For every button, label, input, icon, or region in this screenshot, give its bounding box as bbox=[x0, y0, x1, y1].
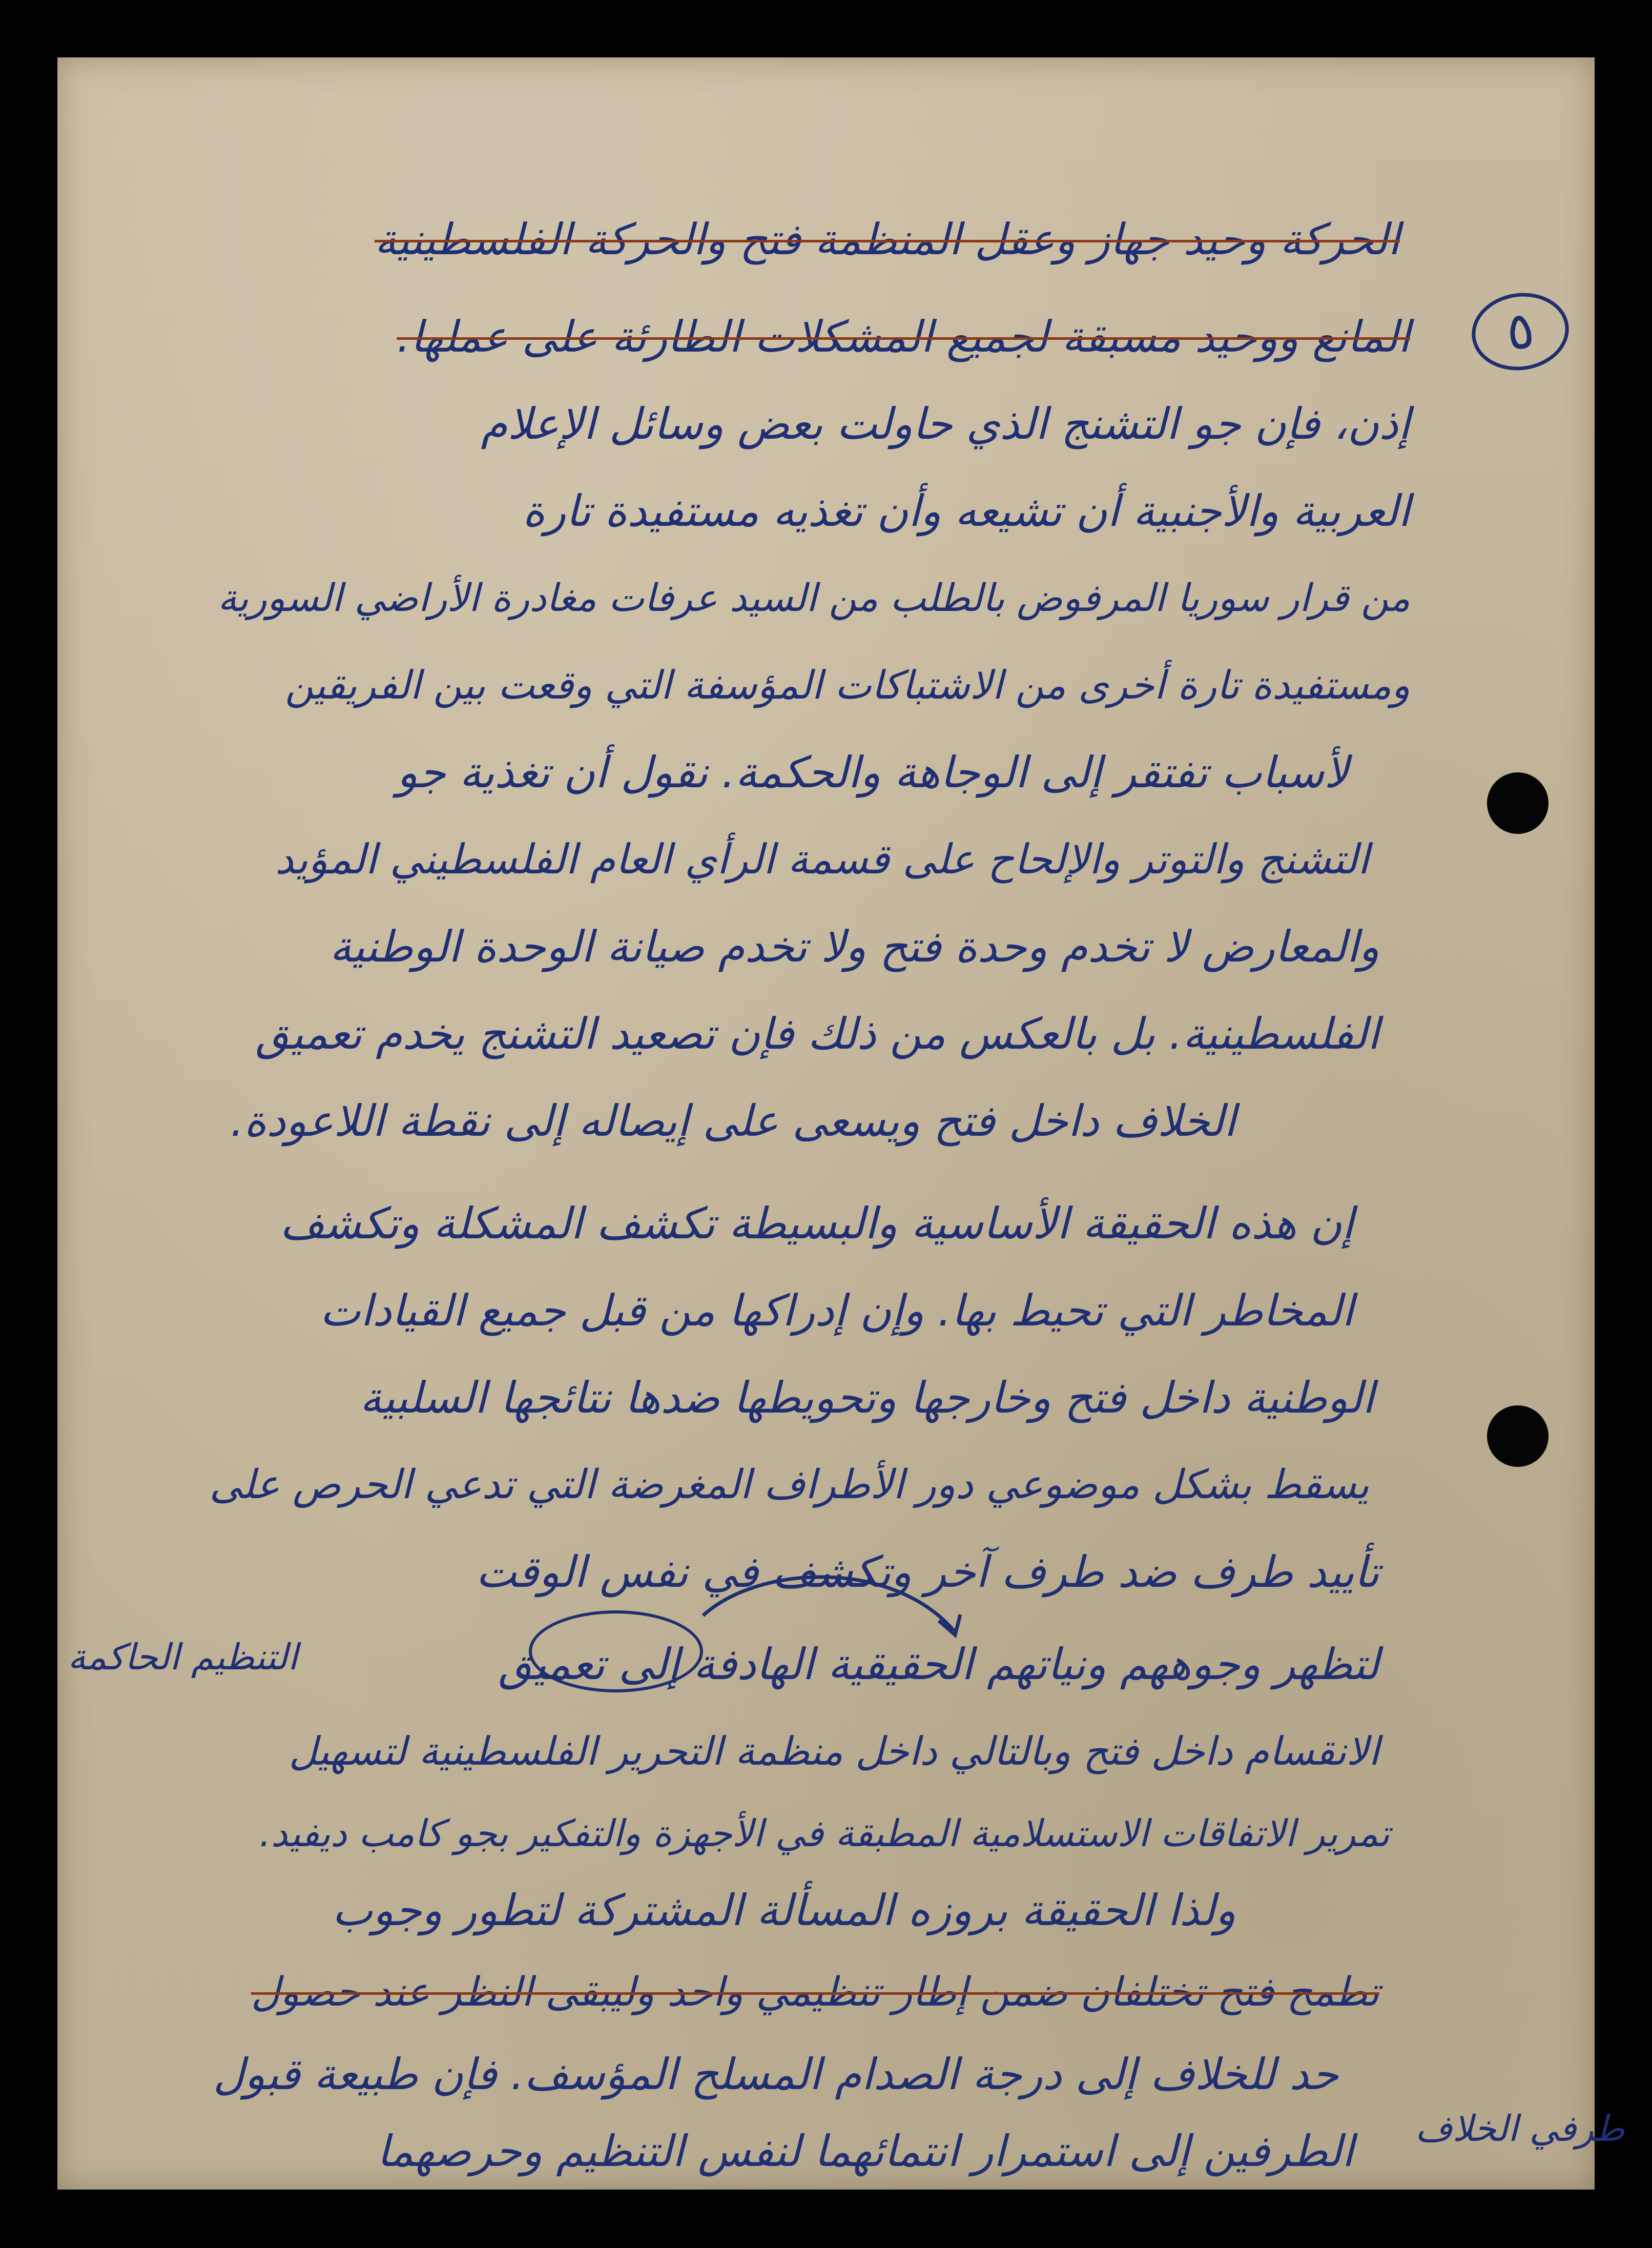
text-line-3: إذن، فإن جو التشنج الذي حاولت بعض وسائل الإعلام bbox=[481, 399, 1410, 449]
page-number-circle bbox=[1467, 287, 1574, 377]
text-line-7: لأسباب تفتقر إلى الوجاهة والحكمة. نقول أن تغذية جو bbox=[397, 747, 1349, 798]
text-line-22: حد للخلاف إلى درجة الصدام المسلح المؤسف. فإن طبيعة قبول bbox=[213, 2049, 1338, 2099]
page-number: ٥ bbox=[1502, 299, 1538, 363]
text-line-8: التشنج والتوتر والإلحاح على قسمة الرأي العام الفلسطيني المؤيد bbox=[275, 835, 1369, 883]
text-line-10: الفلسطينية. بل بالعكس من ذلك فإن تصعيد التشنج يخدم تعميق bbox=[255, 1009, 1379, 1059]
text-line-18: الانقسام داخل فتح وبالتالي داخل منظمة التحرير الفلسطينية لتسهيل bbox=[288, 1728, 1379, 1774]
document-page bbox=[57, 57, 1625, 2190]
text-line-4: العربية والأجنبية أن تشيعه وأن تغذيه مستفيدة تارة bbox=[522, 486, 1410, 536]
text-line-6: ومستفيدة تارة أخرى من الاشتباكات المؤسفة التي وقعت بين الفريقين bbox=[285, 662, 1410, 708]
punch-hole-top bbox=[1487, 772, 1548, 834]
text-line-16: تأييد طرف ضد طرف آخر وتكشف في نفس الوقت bbox=[476, 1547, 1379, 1597]
text-line-14: الوطنية داخل فتح وخارجها وتحويطها ضدها نتائجها السلبية bbox=[360, 1373, 1374, 1423]
punch-hole-bottom bbox=[1487, 1405, 1548, 1467]
text-line-15: يسقط بشكل موضوعي دور الأطراف المغرضة التي تدعي الحرص على bbox=[209, 1462, 1369, 1508]
text-line-11: الخلاف داخل فتح ويسعى على إيصاله إلى نقطة اللاعودة. bbox=[230, 1096, 1236, 1146]
circled-word bbox=[529, 1610, 703, 1692]
margin-note-2: طرفي الخلاف bbox=[1415, 2108, 1625, 2150]
text-line-20: ولذا الحقيقة بروزه المسألة المشتركة لتطور وجوب bbox=[332, 1885, 1236, 1935]
text-line-19: تمرير الاتفاقات الاستسلامية المطبقة في الأجهزة والتفكير بجو كامب ديفيد. bbox=[259, 1812, 1390, 1855]
text-line-13: المخاطر التي تحيط بها. وإن إدراكها من قبل جميع القيادات bbox=[320, 1285, 1354, 1336]
text-line-21: تطمح فتح تختلفان ضمن إطار تنظيمي واحد وليبقى النظر عند حصول bbox=[251, 1969, 1379, 2015]
text-line-5: من قرار سوريا المرفوض بالطلب من السيد عرفات مغادرة الأراضي السورية bbox=[217, 576, 1410, 620]
text-line-1: الحركة وحيد جهاز وعقل المنظمة فتح والحركة الفلسطينية bbox=[374, 214, 1400, 264]
text-line-12: إن هذه الحقيقة الأساسية والبسيطة تكشف المشكلة وتكشف bbox=[280, 1198, 1354, 1249]
text-line-23: الطرفين إلى استمرار انتمائهما لنفس التنظيم وحرصهما bbox=[377, 2126, 1354, 2176]
text-line-17: لتظهر وجوههم ونياتهم الحقيقية الهادفة إلى تعميق bbox=[498, 1639, 1379, 1689]
text-line-9: والمعارض لا تخدم وحدة فتح ولا تخدم صيانة الوحدة الوطنية bbox=[329, 922, 1379, 972]
text-line-2: المانع ووحيد مسبقة لجميع المشكلات الطارئة على عملها. bbox=[397, 312, 1410, 362]
insertion-arrow bbox=[698, 1559, 964, 1651]
margin-note-1: التنظيم الحاكمة bbox=[68, 1636, 298, 1678]
